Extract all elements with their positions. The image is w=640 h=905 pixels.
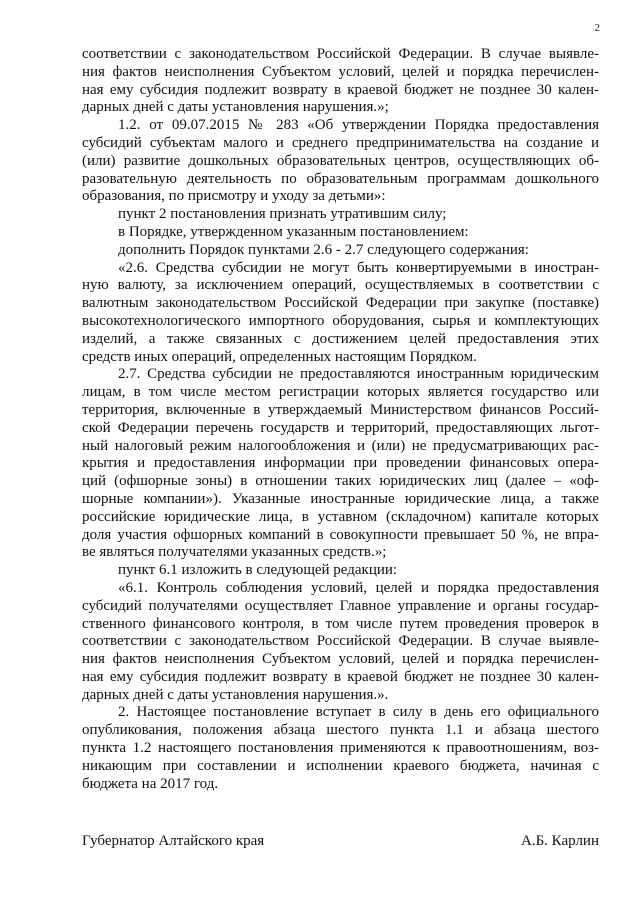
text-line: изделий, а также связанных с достижением целей предоставления этих	[82, 330, 599, 347]
text-line: ния фактов неисполнения Субъектом условий, целей и порядка перечислен-	[82, 651, 599, 668]
text-line: ственного финансового контроля, в том числе путем проведения проверок в	[82, 615, 599, 632]
page-number: 2	[594, 22, 600, 34]
text-line: территория, включенные в утверждаемый Министерством финансов Россий-	[82, 401, 599, 418]
text-line: ве являться получателями указанных средств.»;	[82, 544, 387, 561]
text-line: доля участия офшорных компаний в совокупности превышает 50 %, не впра-	[82, 526, 599, 543]
text-line: ную валюту, за исключением операций, осуществляемых в соответствии с	[82, 277, 599, 294]
text-line: пункт 6.1 изложить в следующей редакции:	[118, 562, 398, 579]
text-line: пункта 1.2 настоящего постановления применяются к правоотношениям, воз-	[82, 740, 599, 757]
text-line: валютным законодательством Российской Федерации при закупке (поставке)	[82, 295, 599, 312]
text-line: в Порядке, утвержденном указанным постановлением:	[118, 223, 469, 240]
text-line: 2.7. Средства субсидии не предоставляются иностранным юридическим	[118, 366, 599, 383]
text-line: дополнить Порядок пунктами 2.6 - 2.7 следующего содержания:	[118, 241, 529, 258]
text-line: субсидий получателями осуществляет Главное управление и органы государ-	[82, 597, 599, 614]
text-line: субсидий субъектам малого и среднего предпринимательства на создание и	[82, 134, 599, 151]
signatory-position: Губернатор Алтайского края	[82, 833, 265, 849]
text-line: соответствии с законодательством Российской Федерации. В случае выявле-	[82, 633, 599, 650]
text-line: шорные компании»). Указанные иностранные юридические лица, а также	[82, 490, 599, 507]
text-line: образования, по присмотру и уходу за детьми»:	[82, 188, 386, 205]
text-line: высокотехнологического импортного оборудования, сырья и комплектующих	[82, 312, 599, 329]
text-line: (или) развитие дошкольных образовательных центров, осуществляющих об-	[82, 152, 599, 169]
text-line: «2.6. Средства субсидии не могут быть конвертируемыми в иностран-	[118, 259, 599, 276]
text-line: бюджета на 2017 год.	[82, 775, 219, 792]
text-line: лицам, в том числе местом регистрации которых является государство или	[82, 384, 599, 401]
text-line: никающим при составлении и исполнении краевого бюджета, начиная с	[82, 757, 599, 774]
text-line: дарных дней с даты установления нарушения.»;	[82, 99, 389, 116]
text-line: ской Федерации перечень государств и территорий, предоставляющих льгот-	[82, 419, 599, 436]
text-line: средств иных операций, определенных настоящим Порядком.	[82, 348, 477, 365]
text-line: «6.1. Контроль соблюдения условий, целей и порядка предоставления	[118, 579, 599, 596]
text-line: пункт 2 постановления признать утратившим силу;	[118, 206, 447, 223]
text-line: ций (офшорные зоны) в отношении таких юридических лиц (далее – «оф-	[82, 473, 599, 490]
document-body	[82, 46, 599, 793]
text-line: ный налоговый режим налогообложения и (или) не предусматривающих рас-	[82, 437, 599, 454]
text-line: ния фактов неисполнения Субъектом условий, целей и порядка перечислен-	[82, 63, 599, 80]
text-line: разовательную деятельность по образовательным программам дошкольного	[82, 170, 599, 187]
text-line: российские юридические лица, в уставном (складочном) капитале которых	[82, 508, 599, 525]
text-line: 2. Настоящее постановление вступает в силу в день его официального	[118, 704, 599, 721]
text-line: соответствии с законодательством Российской Федерации. В случае выявле-	[82, 46, 599, 62]
text-line: 1.2. от 09.07.2015 № 283 «Об утверждении Порядка предоставления	[118, 117, 599, 134]
text-line: ная ему субсидия подлежит возврату в краевой бюджет не позднее 30 кален-	[82, 81, 599, 98]
signature-block	[82, 833, 599, 851]
text-line: ная ему субсидия подлежит возврату в краевой бюджет не позднее 30 кален-	[82, 668, 599, 685]
signatory-name: А.Б. Карлин	[520, 833, 599, 849]
text-line: опубликования, положения абзаца шестого пункта 1.1 и абзаца шестого	[82, 722, 599, 739]
text-line: крытия и предоставления информации при проведении финансовых опера-	[82, 455, 599, 472]
text-line: дарных дней с даты установления нарушения.».	[82, 686, 389, 703]
